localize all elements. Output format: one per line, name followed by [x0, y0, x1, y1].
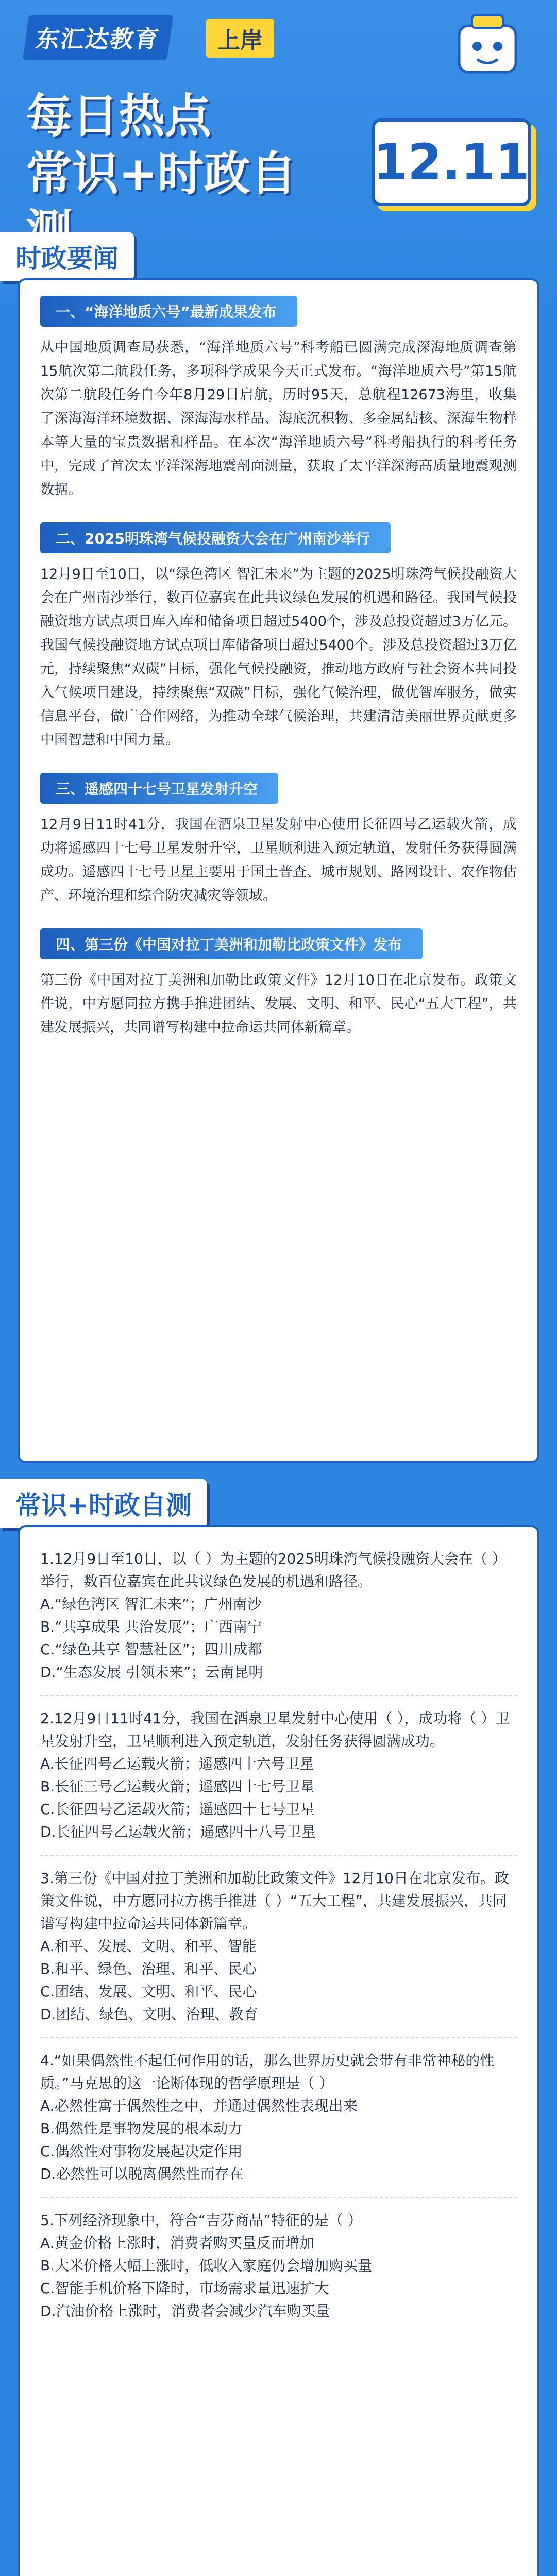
mascot-icon: [449, 10, 526, 77]
option-d[interactable]: D.长征四号乙运载火箭；遥感四十八号卫星: [40, 1823, 316, 1840]
question-stem: 2.12月9日11时41分，我国在酒泉卫星发射中心使用（ ），成功将（ ）卫星发射升空，卫星顺利进入预定轨道，发射任务获得圆满成功。: [40, 1710, 510, 1750]
news-item: [40, 522, 517, 752]
question-1: [40, 1548, 517, 1696]
option-c[interactable]: C.长征四号乙运载火箭；遥感四十七号卫星: [40, 1801, 315, 1818]
brand-logo: 东汇达教育: [23, 15, 173, 60]
option-d[interactable]: D.团结、绿色、文明、治理、教育: [40, 2006, 258, 2023]
question-4: [40, 2049, 517, 2198]
option-c[interactable]: C.智能手机价格下降时，市场需求量迅速扩大: [40, 2280, 329, 2297]
news-section-tab: 时政要闻: [0, 232, 134, 281]
option-a[interactable]: A.和平、发展、文明、和平、智能: [40, 1938, 257, 1955]
option-b[interactable]: B.“共享成果 共治发展”；广西南宁: [40, 1618, 262, 1635]
news-heading: 三、遥感四十七号卫星发射升空: [40, 773, 278, 804]
title-line-2: 常识+时政自: [26, 147, 297, 201]
title-line-1: 每日热点: [26, 89, 211, 143]
option-d[interactable]: D.汽油价格上涨时，消费者会减少汽车购买量: [40, 2302, 330, 2319]
news-heading: 一、“海洋地质六号”最新成果发布: [40, 296, 297, 327]
question-2: [40, 1707, 517, 1856]
question-stem: 5.下列经济现象中，符合“吉芬商品”特征的是（ ）: [40, 2212, 362, 2229]
tagline-badge: 上岸: [206, 19, 274, 58]
question-5: [40, 2209, 517, 2334]
option-a[interactable]: A.长征四号乙运载火箭；遥感四十六号卫星: [40, 1755, 314, 1772]
news-heading: 四、第三份《中国对拉丁美洲和加勒比政策文件》发布: [40, 928, 423, 959]
page-title: [26, 88, 314, 211]
news-item: [40, 928, 517, 1040]
news-body: 12月9日至10日，以“绿色湾区 智汇未来”为主题的2025明珠湾气候投融资大会在广州南沙举行，数百位嘉宾在此共议绿色发展的机遇和路径。我国气候投融资地方试点项目库入库和储备项目超过5400个，涉及总投资超过3万亿元。我国气候投融资地方试点项目库储备项目超过5400个。涉及总投资超过3万亿元，持续聚焦“双碳”目标，强化气候投融资，推动地方政府与社会资本共同投入气候项目建设，持续聚焦“双碳”目标，强化气候治理，做优智库服务，做实信息平台，做广合作网络，为推动全球气候治理，共建清洁美丽世界贡献更多中国智慧和中国力量。: [40, 566, 517, 748]
question-stem: 1.12月9日至10日，以（ ）为主题的2025明珠湾气候投融资大会在（ ）举行，数百位嘉宾在此共议绿色发展的机遇和路径。: [40, 1550, 507, 1590]
news-item: [40, 773, 517, 908]
option-c[interactable]: C.偶然性对事物发展起决定作用: [40, 2143, 243, 2160]
option-b[interactable]: B.偶然性是事物发展的根本动力: [40, 2120, 243, 2137]
quiz-card: [18, 1525, 539, 2576]
question-3: [40, 1867, 517, 2038]
news-card: [18, 278, 539, 1463]
quiz-section-tab: 常识+时政自测: [0, 1479, 207, 1528]
option-a[interactable]: A.“绿色湾区 智汇未来”；广州南沙: [40, 1596, 262, 1613]
option-a[interactable]: A.必然性寓于偶然性之中，并通过偶然性表现出来: [40, 2097, 358, 2114]
option-c[interactable]: C.“绿色共享 智慧社区”；四川成都: [40, 1641, 262, 1658]
option-d[interactable]: D.必然性可以脱离偶然性而存在: [40, 2165, 244, 2182]
news-item: [40, 296, 517, 502]
news-body: 12月9日11时41分，我国在酒泉卫星发射中心使用长征四号乙运载火箭，成功将遥感四十七号卫星发射升空，卫星顺利进入预定轨道，发射任务获得圆满成功。遥感四十七号卫星主要用于国土普查、城市规划、路网设计、农作物估产、环境治理和综合防灾减灾等领域。: [40, 817, 517, 904]
news-body: 从中国地质调查局获悉，“海洋地质六号”科考船已圆满完成深海地质调查第15航次第二航段任务，多项科学成果今天正式发布。“海洋地质六号”第15航次第二航段任务自今年8月29日启航，历时95天，总航程12673海里，收集了深海海洋环境数据、深海海水样品、海底沉积物、多金属结核、深海生物样本等大量的宝贵数据和样品。在本次“海洋地质六号”科考船执行的科考任务中，完成了首次太平洋深海地震剖面测量，获取了太平洋深海高质量地震观测数据。: [40, 340, 517, 498]
question-stem: 4.“如果偶然性不起任何作用的话，那么世界历史就会带有非常神秘的性质。”马克思的这一论断体现的哲学原理是（ ）: [40, 2052, 495, 2092]
option-b[interactable]: B.长征三号乙运载火箭；遥感四十七号卫星: [40, 1778, 315, 1795]
header: [0, 0, 557, 227]
question-stem: 3.第三份《中国对拉丁美洲和加勒比政策文件》12月10日在北京发布。政策文件说，中方愿同拉方携手推进（ ）“五大工程”，共建发展振兴，共同谱写构建中拉命运共同体新篇章。: [40, 1870, 509, 1932]
option-d[interactable]: D.“生态发展 引领未来”；云南昆明: [40, 1664, 263, 1681]
option-a[interactable]: A.黄金价格上涨时，消费者购买量反而增加: [40, 2234, 314, 2251]
option-b[interactable]: B.和平、绿色、治理、和平、民心: [40, 1960, 257, 1977]
date-badge: 12.11: [372, 118, 531, 206]
option-b[interactable]: B.大米价格大幅上涨时，低收入家庭仍会增加购买量: [40, 2257, 373, 2274]
option-c[interactable]: C.团结、发展、文明、和平、民心: [40, 1983, 257, 2000]
news-body: 第三份《中国对拉丁美洲和加勒比政策文件》12月10日在北京发布。政策文件说，中方愿同拉方携手推进团结、发展、文明、和平、民心“五大工程”，共建发展振兴，共同谱写构建中拉命运共同体新篇章。: [40, 972, 517, 1036]
news-heading: 二、2025明珠湾气候投融资大会在广州南沙举行: [40, 522, 391, 553]
